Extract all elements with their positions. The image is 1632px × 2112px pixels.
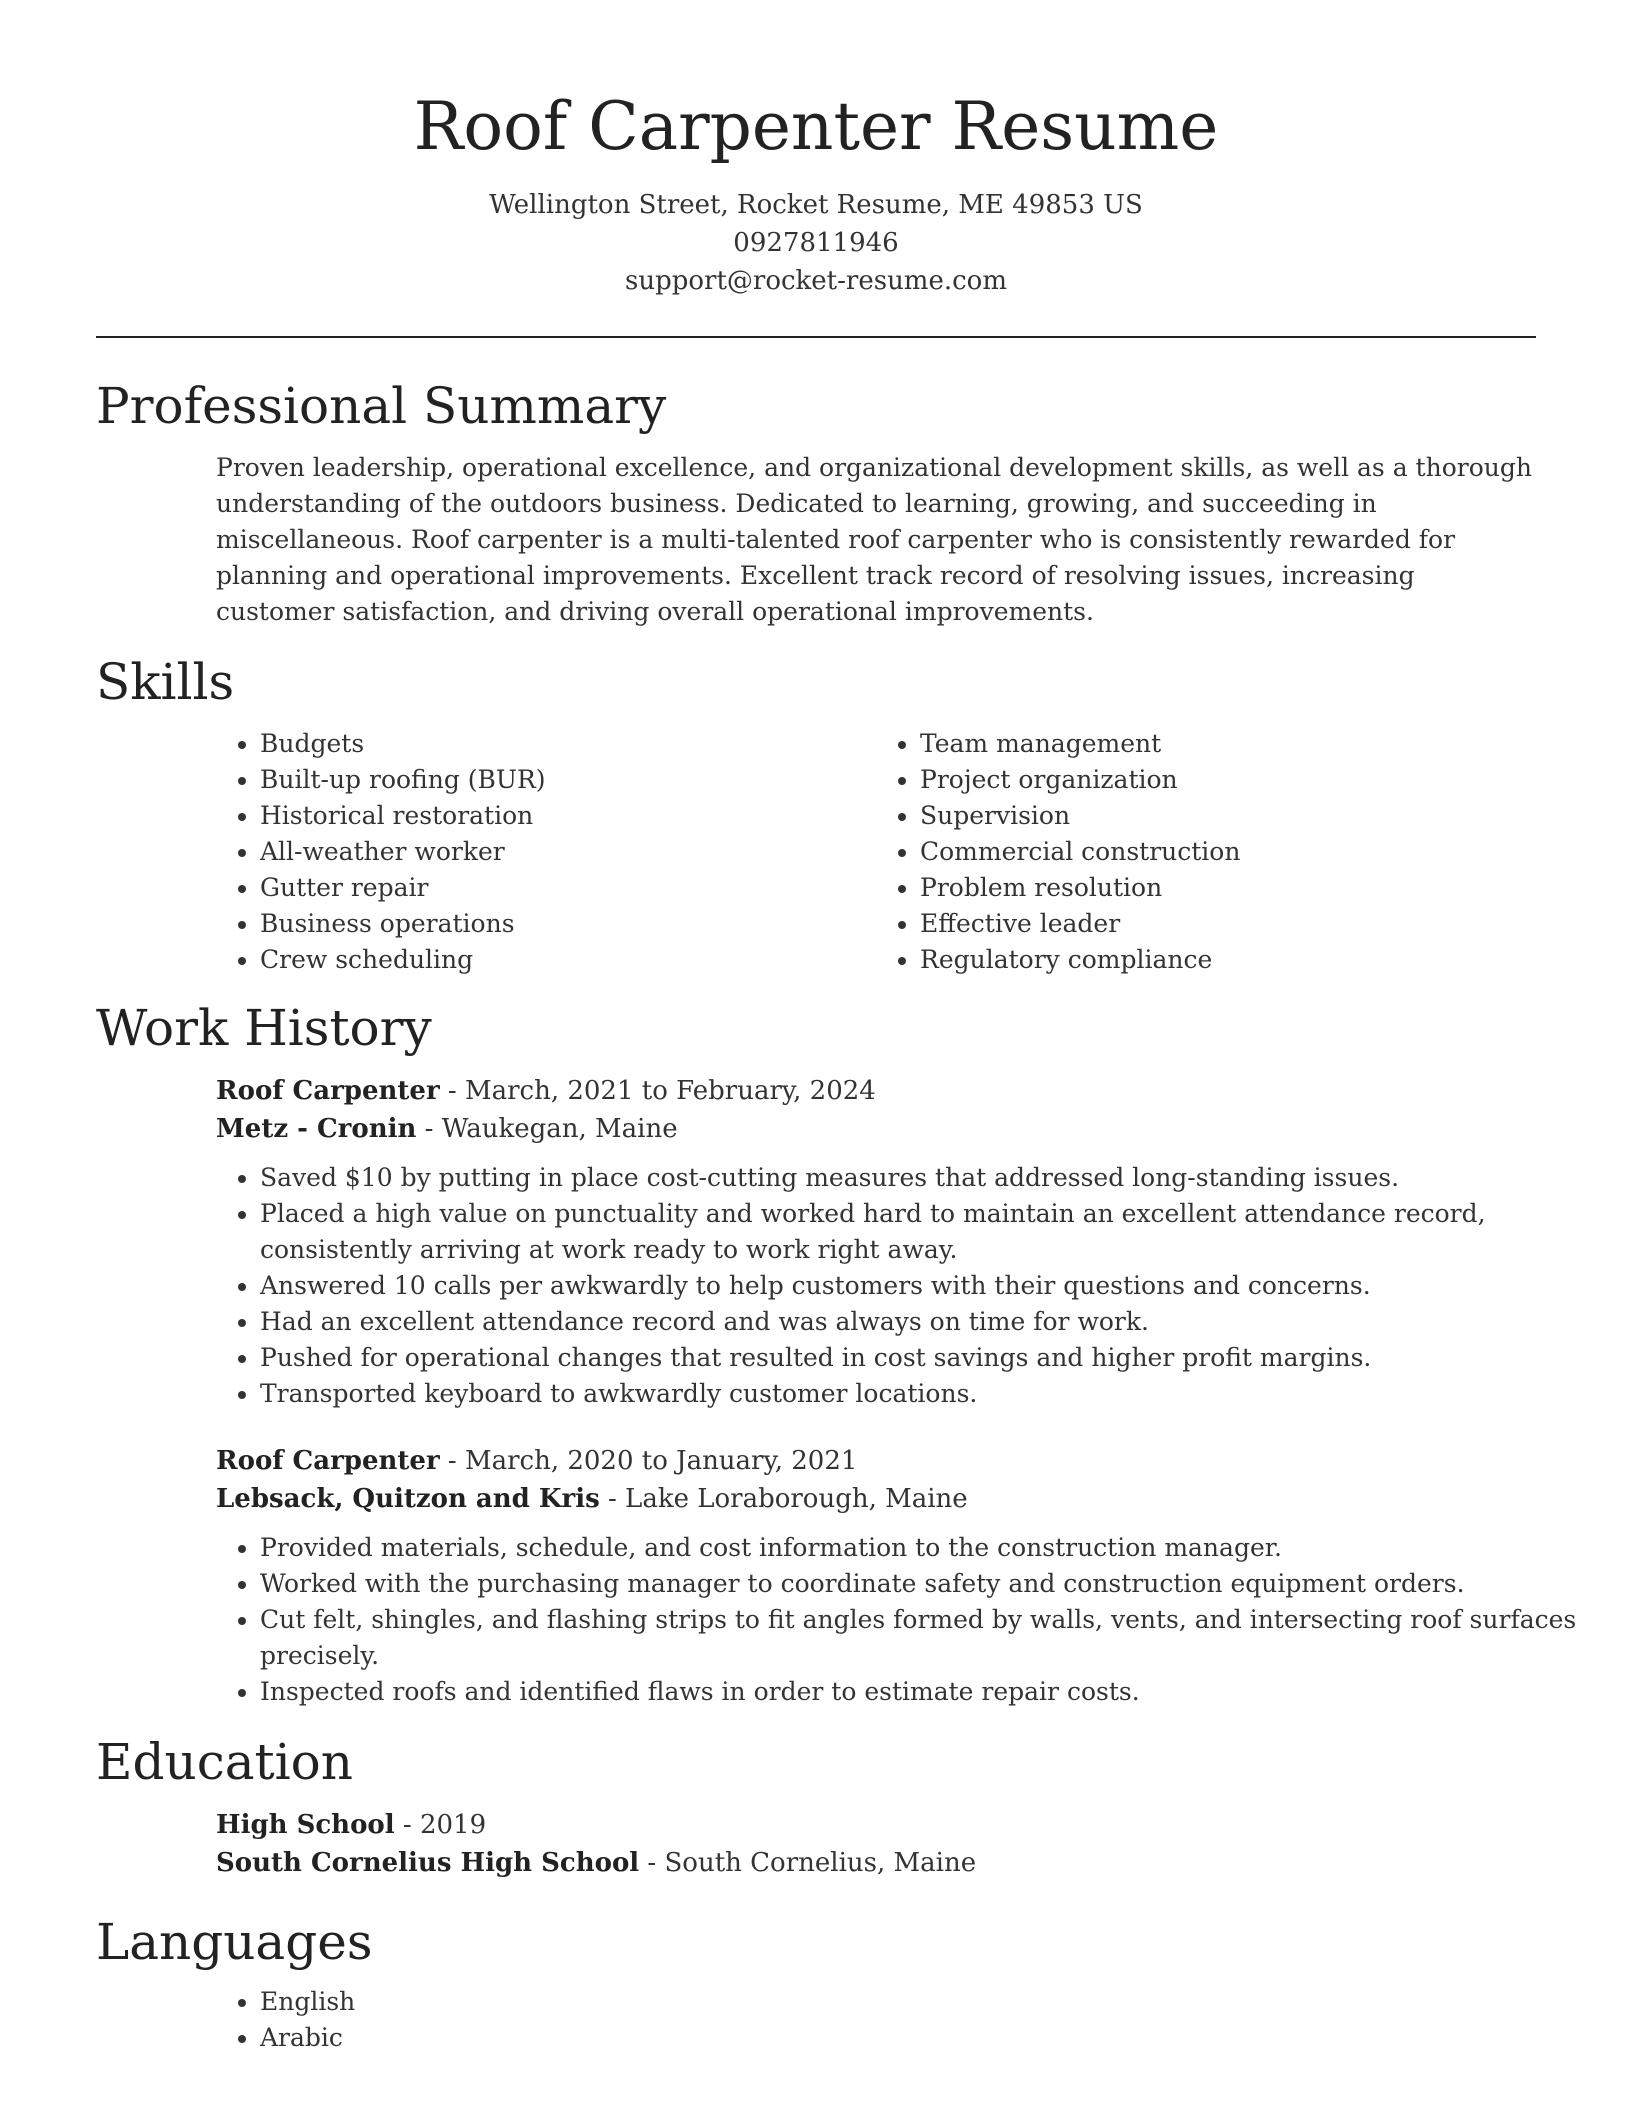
job-company-line — [216, 1110, 1536, 1148]
skills-columns — [216, 726, 1536, 978]
skill-item: • Built-up roofing (BUR) — [260, 762, 876, 798]
summary-heading: Professional Summary — [96, 377, 667, 435]
skill-item: • Team management — [920, 726, 1536, 762]
skills-left-list — [216, 726, 876, 978]
job-bullet: • Saved $10 by putting in place cost-cutting measures that addressed long-standing issues. — [260, 1160, 1580, 1196]
resume-page — [96, 0, 1577, 2056]
skill-item: • Crew scheduling — [260, 942, 876, 978]
skill-item: • Gutter repair — [260, 870, 876, 906]
job-location: - Lake Loraborough, Maine — [599, 1484, 968, 1514]
job-title-line — [216, 1442, 1536, 1480]
job-bullet: • Inspected roofs and identified flaws in order to estimate repair costs. — [260, 1674, 1580, 1710]
summary-text: Proven leadership, operational excellence, and organizational development skills, as well as a thorough understanding of the outdoors business. Dedicated to learning, growing, and succeeding in miscellaneous. Roof carpenter is a multi-talented roof carpenter who is consistently rewarded for planning and operational improvements. Excellent track record of resolving issues, increasing customer satisfaction, and driving overall operational improvements. — [216, 453, 1532, 626]
job-dates: - March, 2020 to January, 2021 — [439, 1446, 858, 1476]
language-item: • English — [260, 1984, 1580, 2020]
job-title-line — [216, 1072, 1536, 1110]
header-divider — [96, 336, 1536, 338]
education-entry — [96, 1806, 1536, 1882]
job-bullet: • Answered 10 calls per awkwardly to help customers with their questions and concerns. — [260, 1268, 1580, 1304]
skill-item: • Problem resolution — [920, 870, 1536, 906]
education-school-line — [216, 1844, 1536, 1882]
job-bullet: • Had an excellent attendance record and was always on time for work. — [260, 1304, 1580, 1340]
job-company: Metz - Cronin — [216, 1114, 417, 1144]
education-location: - South Cornelius, Maine — [639, 1848, 977, 1878]
job-bullet: • Placed a high value on punctuality and worked hard to maintain an excellent attendance record, consistently arriving at work ready to work right away. — [260, 1196, 1580, 1268]
job-entry — [96, 1072, 1536, 1412]
job-bullet: • Cut felt, shingles, and flashing strips to fit angles formed by walls, vents, and intersecting roof surfaces precisely. — [260, 1602, 1580, 1674]
education-degree-line — [216, 1806, 1536, 1844]
job-bullet: • Transported keyboard to awkwardly customer locations. — [260, 1376, 1580, 1412]
work-heading: Work History — [96, 999, 432, 1057]
skills-heading: Skills — [96, 653, 235, 711]
job-bullets — [216, 1530, 1580, 1710]
job-entry — [96, 1442, 1577, 1710]
email: support@rocket-resume.com — [624, 266, 1007, 296]
job-location: - Waukegan, Maine — [416, 1114, 678, 1144]
languages-heading: Languages — [96, 1913, 373, 1971]
skills-right-list — [876, 726, 1536, 978]
job-company: Lebsack, Quitzon and Kris — [216, 1484, 600, 1514]
job-dates: - March, 2021 to February, 2024 — [439, 1076, 876, 1106]
address: Wellington Street, Rocket Resume, ME 49853 US — [489, 190, 1143, 220]
phone: 0927811946 — [733, 228, 899, 258]
job-bullet: • Worked with the purchasing manager to coordinate safety and construction equipment orders. — [260, 1566, 1580, 1602]
job-bullets — [216, 1160, 1580, 1412]
skill-item: • Budgets — [260, 726, 876, 762]
job-title: Roof Carpenter — [216, 1076, 440, 1106]
skill-item: • Project organization — [920, 762, 1536, 798]
skill-item: • Regulatory compliance — [920, 942, 1536, 978]
skill-item: • Supervision — [920, 798, 1536, 834]
resume-title: Roof Carpenter Resume — [413, 88, 1219, 165]
languages-list — [216, 1984, 1580, 2056]
job-bullet: • Provided materials, schedule, and cost information to the construction manager. — [260, 1530, 1580, 1566]
skill-item: • Commercial construction — [920, 834, 1536, 870]
skill-item: • All-weather worker — [260, 834, 876, 870]
contact-info — [96, 186, 1536, 300]
job-company-line — [216, 1480, 1536, 1518]
job-title: Roof Carpenter — [216, 1446, 440, 1476]
skill-item: • Historical restoration — [260, 798, 876, 834]
education-school: South Cornelius High School — [216, 1848, 640, 1878]
education-heading: Education — [96, 1733, 353, 1791]
education-degree: High School — [216, 1810, 395, 1840]
skill-item: • Business operations — [260, 906, 876, 942]
education-year: - 2019 — [394, 1810, 487, 1840]
job-bullet: • Pushed for operational changes that resulted in cost savings and higher profit margins. — [260, 1340, 1580, 1376]
language-item: • Arabic — [260, 2020, 1580, 2056]
skill-item: • Effective leader — [920, 906, 1536, 942]
